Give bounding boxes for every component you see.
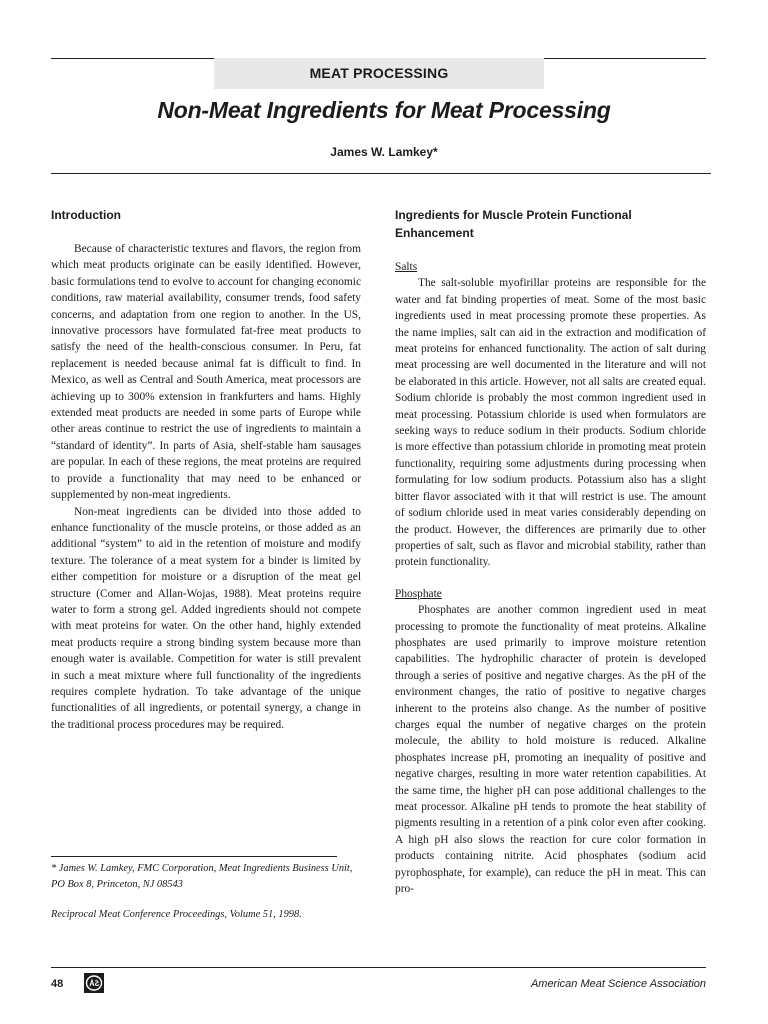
- section-banner: [214, 58, 544, 89]
- phosphate-paragraph: Phosphates are another common ingredient used in meat processing to promote the functionality of meat proteins. Alkaline phosphates are used primarily to improve moisture retention capabilities. The hydrophilic character of protein is developed through a series of positive and negative charges. As the pH of the environment changes, the ratio of positive to negative charges inherent to the proteins also change. As the number of positive charges equal the number of negative charges on the protein molecule, the ability to hold moisture is reduced. Alkaline phosphates increase pH, promoting an inequality of positive and negative charges, resulting in more water retention capabilities. At the same time, the higher pH can pose additional challenges to the meat processor. Alkaline pH tends to promote the heat stability of pigments resulting in a retention of a pink color even after cooking. A high pH also slows the reaction for cure color formation in products containing nitrite. Acid phosphates (sodium acid pyrophosphate, for example), can reduce the pH in meat. This can pro-: [395, 604, 706, 896]
- salts-subheading: Salts: [395, 261, 418, 273]
- author-footnote: * James W. Lamkey, FMC Corporation, Meat Ingredients Business Unit, PO Box 8, Princeton, NJ 08543: [51, 863, 353, 890]
- amsa-logo-icon: [84, 973, 104, 993]
- intro-paragraph-2: Non-meat ingredients can be divided into those added to enhance functionality of the muscle proteins, or those added as an additional “system” to aid in the retention of moisture and modify texture. The tolerance of a meat system for a binder is limited by either competition for moisture or a disruption of the meat gel structure (Comer and Allan-Wojas, 1988). Meat proteins require water to form a strong gel. Added ingredients should not compete with meat proteins for water. On the other hand, highly extended meat products require a strong binding system because more than enough water is available. Competition for water is still prevalent in such a meat mixture where full functionality of the ingredients requires complete hydration. To take advantage of the unique functionalities of all ingredients, or potentail synergy, a change in the traditional process procedures may be required.: [51, 505, 361, 731]
- proceedings-citation: Reciprocal Meat Conference Proceedings, Volume 51, 1998.: [51, 909, 302, 920]
- section-gap: [395, 571, 706, 586]
- intro-paragraph-1: Because of characteristic textures and flavors, the region from which meat products originate can be easily identified. However, basic formulations tend to evolve to account for changing economic conditions, raw material availability, consumer trends, food safety concerns, and adaptation from one region to another. In the US, innovative processors have formulated fat-free meat products to satisfy the need of the health-conscious consumer. In Peru, fat replacement is needed because animal fat is difficult to find. In Mexico, as well as Central and South America, meat processors are achieving up to 300% extension in frankfurters and hams. Highly extended meat products are needed in some parts of Europe while other areas continue to restrict the use of ingredients to maintain a “standard of identity”. In parts of Asia, shelf-stable ham sausages are popular. In each of these regions, the meat proteins are required to provide a functionality that may need to be enhanced or supplemented by non-meat ingredients.: [51, 243, 361, 502]
- introduction-heading: Introduction: [51, 208, 121, 222]
- article-title: Non-Meat Ingredients for Meat Processing: [157, 97, 611, 123]
- salts-paragraph: The salt-soluble myofirillar proteins are responsible for the water and fat binding properties of meat. Some of the most basic ingredients used in meat processing promote these properties. As the name implies, salt can aid in the extraction and modification of meat proteins for enhanced functionality. The action of salt during meat processing are well documented in the literature and will not be elaborated in this article. However, not all salts are created equal. Sodium chloride is probably the most common ingredient used in meat processing. Potassium chloride is used when formulators are seeking ways to reduce sodium in their products. Sodium chloride is more effective than potassium chloride in promoting meat protein functionality, requiring some adjustments during processing when formulating for low sodium products. Potassium also has a slight bitter flavor associated with it that will restrict is use. The amount of sodium chloride used in meat varies considerably depending on the product. However, the differences are primarily due to other properties of salt, such as flavor and microbial stability, rather than protein functionality.: [395, 277, 706, 569]
- phosphate-subheading: Phosphate: [395, 587, 442, 600]
- functional-enhancement-heading: Ingredients for Muscle Protein Functional Enhancement: [395, 208, 632, 240]
- right-column: [395, 206, 706, 897]
- left-column: [51, 206, 361, 733]
- footnote-rule: [51, 856, 337, 857]
- header-bottom-rule: [51, 173, 711, 174]
- page-number: 48: [51, 978, 64, 990]
- top-rule-right: [544, 58, 706, 59]
- section-label: MEAT PROCESSING: [309, 65, 449, 81]
- footer-rule: [51, 967, 706, 968]
- article-author: James W. Lamkey*: [330, 145, 438, 159]
- top-rule-left: [51, 58, 214, 59]
- publisher-name: American Meat Science Association: [530, 978, 706, 990]
